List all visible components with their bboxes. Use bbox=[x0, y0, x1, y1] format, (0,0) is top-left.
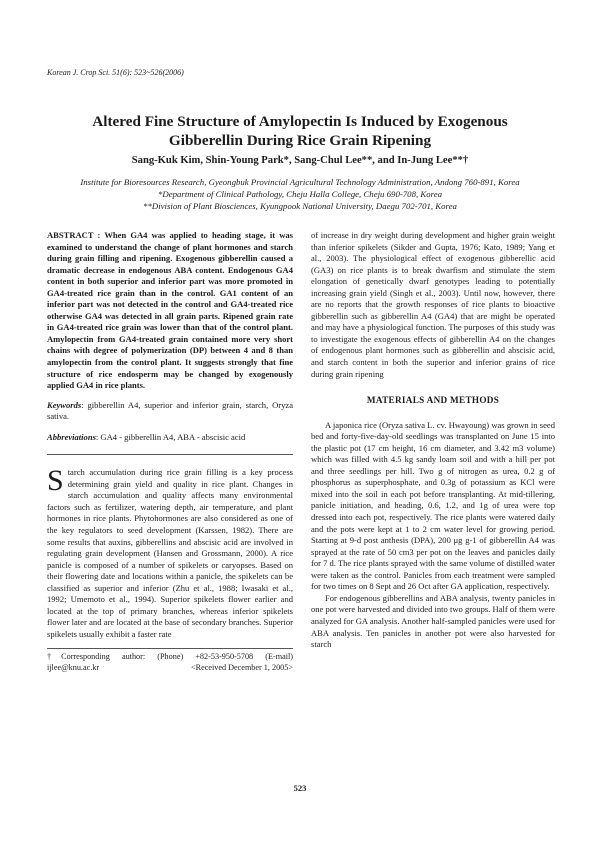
abbreviations-label: Abbreviations bbox=[47, 431, 96, 442]
introduction-text: tarch accumulation during rice grain filling is a key process determining grain yield and quality in rice plant. Changes in starch accumulation and quality affects many environmental factors such as fertilizer, watering depth, air temperature, and plant hormones in rice plants. Phytohormones are also considered as one of the key regulators to seed development (Karssen, 1982). There are some results that auxins, gibberellins and abscisic acid are involved in regulating grain development (Hansen and Grossmann, 2000). A rice panicle is composed of a number of spikelets or caryopses. Based on their flowering date and locations within a panicle, the spikelets can be classified as superior and inferior (Zhu et al., 1988; Iwasaki et al., 1992; Umemoto et al., 1994). Superior spikelets flower earlier and located at the top of primary branches, whereas inferior spikelets flower later and are located at the base of secondary branches. Superior spikelets usually exhibit a faster rate bbox=[47, 467, 293, 639]
paragraph-intro-continued: of increase in dry weight during development and higher grain weight than inferior spikelets (Sikder and Gupta, 1976; Kato, 1989; Yang et al., 2003). The physiological effect of exogenous gibberellic acid (GA3) on rice plants is to break dwarfism and stimulate the stem elongation of genetically dwarf genotypes leading to potentially increasing grain yield (Singh et al., 2003). Until now, however, there are no reports that the growth responses of rice plants to bioactive gibberellin such as gibberellin A4 (GA4) that are might be operated and may have a physiological function. The purposes of this study was to investigate the exogenous effects of gibberellin A4 on the changes of endogenous plant hormones such as gibberellin and abscisic acid, and starch content in both the superior and inferior grains of rice during grain ripening bbox=[311, 230, 555, 379]
affiliations bbox=[40, 176, 560, 212]
introduction bbox=[47, 464, 293, 640]
section-divider bbox=[47, 454, 293, 455]
affiliation-3: **Division of Plant Biosciences, Kyungpook National University, Daegu 702-701, Korea bbox=[143, 201, 457, 211]
keywords bbox=[47, 400, 293, 423]
paragraph-methods-1: A japonica rice (Oryza sativa L. cv. Hwayoung) was grown in seed bed and forty-five-day-old seedlings was transplanted on June 15 into the plastic pot (17 cm height, 16 cm diameter, and 3.42 m3 volume) which was filled with 4.5 kg sandy loam soil and with a hill per pot and three seedlings per hill. Two g of nitrogen as urea, 0.2 g of phosphorus as superphosphate, and 0.3g of potassium as KCl were mixed into the soil in each pot before transplanting. At mid-tillering, panicle initiation, and heading, 0.6, 1.2, and 1g of urea were top dressed into each pot, respectively. The rice plants were watered daily and the pots were kept at 1 to 2 cm water level for growing period. Starting at 9-d post anthesis (DPA), 200 μg g-1 of gibberellin A4 was sprayed at the rate of 50 cm3 per pot on the leaves and panicles daily for 7 d. The rice plants sprayed with the same volume of distilled water were taken as the control. Panicles from each treatment were sampled for two times on 8 Sept and 26 Oct after GA application, respectively. bbox=[311, 419, 555, 592]
abbreviations-text: : GA4 - gibberellin A4, ABA - abscisic acid bbox=[95, 431, 246, 442]
page-number: 523 bbox=[293, 783, 307, 793]
footnote-divider bbox=[47, 648, 293, 649]
keywords-label: Keywords bbox=[47, 399, 82, 410]
abbreviations bbox=[47, 432, 293, 444]
abstract: ABSTRACT : When GA4 was applied to heading stage, it was examined to understand the change of plant hormones and starch during grain filling and ripening. Exogenous gibberellin caused a dramatic decrease in endogenous ABA content. Endogenous GA4 content in both superior and inferior part was more promoted in GA4-treated rice grain than in the control. GA1 content of an inferior part was not detected in the control and GA4-treated rice otherwise GA4 was detected in all grain parts. Ripened grain rate in GA4-treated rice grain was lower than that of the control plant. Amylopectin from GA4-treated grain contained more very short chains with degree of polymerization (DP) between 4 and 8 than amylopectin from the control plant. It suggests strongly that fine structure of rice endosperm may be changed by exogenously applied GA4 in rice plants. bbox=[47, 230, 293, 391]
right-column bbox=[311, 230, 555, 651]
left-column bbox=[47, 230, 293, 673]
section-heading: MATERIALS AND METHODS bbox=[366, 395, 500, 406]
journal-citation: Korean J. Crop Sci. 51(6): 523~526(2006) bbox=[47, 68, 184, 77]
paragraph-methods-2: For endogenous gibberellins and ABA analysis, twenty panicles in one pot were harvested and divided into two groups. Half of them were analyzed for GA analysis. Another half-sampled panicles were used for ABA analysis. Ten panicles in another pot were also harvested for starch bbox=[311, 592, 555, 650]
keywords-text: : gibberellin A4, superior and inferior grain, starch, Oryza sativa. bbox=[47, 399, 293, 422]
title-line-1: Altered Fine Structure of Amylopectin Is Induced by Exogenous bbox=[92, 113, 508, 130]
received-date: <Received December 1, 2005> bbox=[191, 662, 293, 672]
corresponding-author: †Corresponding author: (Phone) +82-53-950-5708 (E-mail) ijlee@knu.ac.kr bbox=[47, 651, 293, 672]
affiliation-1: Institute for Bioresources Research, Gyeongbuk Provincial Agricultural Technology Administration, Andong 760-891, Korea bbox=[80, 177, 520, 187]
authors: Sang-Kuk Kim, Shin-Young Park*, Sang-Chul Lee**, and In-Jung Lee**† bbox=[131, 155, 469, 166]
affiliation-2: *Department of Clinical Pathology, Cheju Halla College, Cheju 690-708, Korea bbox=[157, 189, 443, 199]
footnote bbox=[47, 651, 293, 673]
drop-cap: S bbox=[47, 464, 64, 498]
title-line-2: Gibberellin During Rice Grain Ripening bbox=[168, 132, 432, 149]
paper-title bbox=[60, 112, 540, 150]
